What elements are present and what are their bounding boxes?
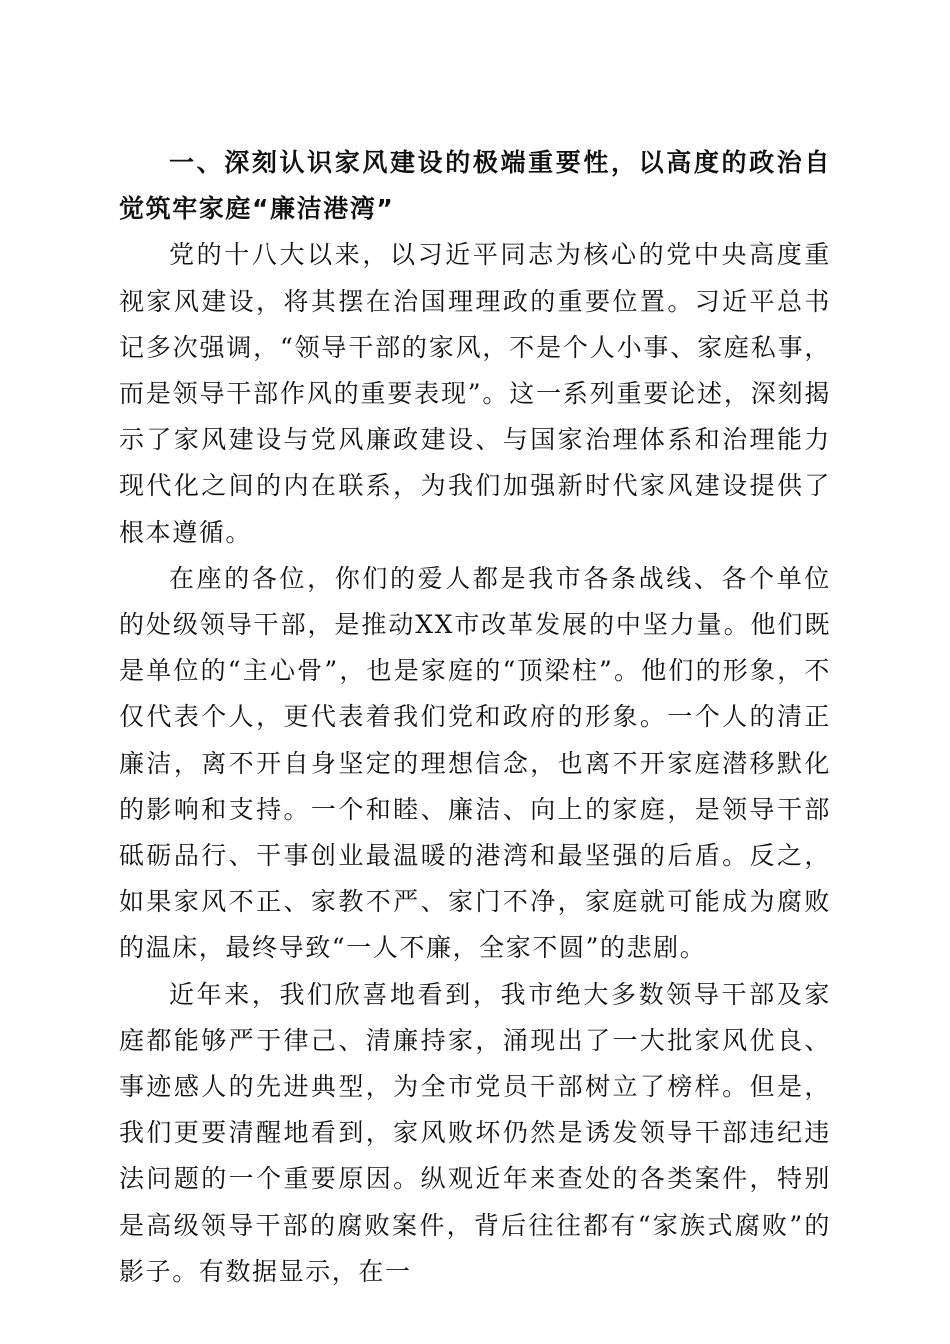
- section-heading: 一、深刻认识家风建设的极端重要性，以高度的政治自觉筑牢家庭“廉洁港湾”: [119, 148, 831, 224]
- paragraph-1: 党的十八大以来，以习近平同志为核心的党中央高度重视家风建设，将其摆在治国理理政的重要位置。习近平总书记多次强调，“领导干部的家风，不是个人小事、家庭私事，而是领导干部作风的重要表现”。这一系列重要论述，深刻揭示了家风建设与党风廉政建设、与国家治理体系和治理能力现代化之间的内在联系，为我们加强新时代家风建设提供了根本遵循。: [119, 240, 831, 547]
- paragraph-2: 在座的各位，你们的爱人都是我市各条战线、各个单位的处级领导干部，是推动XX市改革发展的中坚力量。他们既是单位的“主心骨”，也是家庭的“顶梁柱”。他们的形象，不仅代表个人，更代表着我们党和政府的形象。一个人的清正廉洁，离不开自身坚定的理想信念，也离不开家庭潜移默化的影响和支持。一个和睦、廉洁、向上的家庭，是领导干部砥砺品行、干事创业最温暖的港湾和最坚强的后盾。反之，如果家风不正、家教不严、家门不净，家庭就可能成为腐败的温床，最终导致“一人不廉，全家不圆”的悲剧。: [119, 563, 831, 963]
- document-body: [119, 140, 831, 1295]
- paragraph-3: 近年来，我们欣喜地看到，我市绝大多数领导干部及家庭都能够严于律己、清廉持家，涌现出了一大批家风优良、事迹感人的先进典型，为全市党员干部树立了榜样。但是，我们更要清醒地看到，家风败坏仍然是诱发领导干部违纪违法问题的一个重要原因。纵观近年来查处的各类案件，特别是高级领导干部的腐败案件，背后往往都有“家族式腐败”的影子。有数据显示，在一: [119, 979, 831, 1286]
